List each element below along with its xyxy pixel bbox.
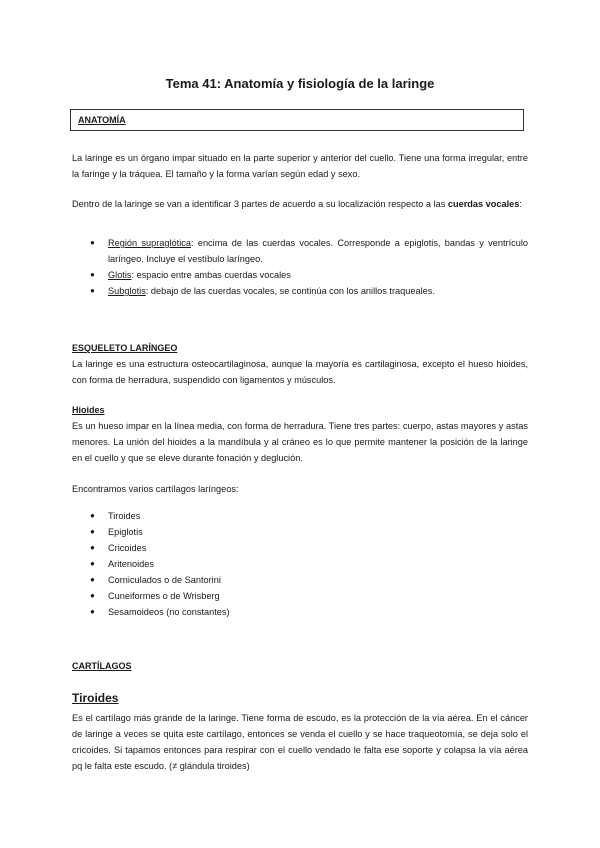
list-item <box>90 588 528 604</box>
term-description: : espacio entre ambas cuerdas vocales <box>131 270 291 280</box>
subheading-tiroides: Tiroides <box>72 691 119 705</box>
bullet-icon: ● <box>90 559 95 568</box>
bullet-icon: ● <box>90 575 95 584</box>
bullet-icon: ● <box>90 511 95 520</box>
term-description: : encima de las cuerdas vocales. Corresponde a epiglotis, bandas y ventrículo laríngeo. Incluye el vestíbulo laríngeo. <box>108 238 528 264</box>
tiroides-paragraph: Es el cartílago más grande de la laringe. Tiene forma de escudo, es la protección de la vía aérea. En el cáncer de laringe a veces se quita este cartílago, entonces se venda el cuello y se hace traqueotomía, se deja solo el cricoides. Si tapamos entonces para respirar con el cuello vendado le falta ese soporte y colapsa la vía aérea pq le falta este escudo. (≠ glándula tiroides) <box>72 713 528 771</box>
term: Glotis <box>108 270 132 280</box>
term-description: : debajo de las cuerdas vocales, se continúa con los anillos traqueales. <box>145 286 435 296</box>
hioides-paragraph: Es un hueso impar en la línea media, con forma de herradura. Tiene tres partes: cuerpo, astas mayores y astas menores. La unión del hioides a la mandíbula y al cráneo es lo que permite mantener la posición de la laringe en el cuello y que se eleve durante fonación y deglución. <box>72 421 528 463</box>
bullet-icon: ● <box>90 238 95 247</box>
list-item <box>90 604 528 620</box>
partes-list <box>90 235 528 299</box>
list-item-label: Tiroides <box>108 511 141 521</box>
list-item <box>90 524 528 540</box>
list-item-label: Cricoides <box>108 543 147 553</box>
bullet-icon: ● <box>90 270 95 279</box>
cartilagos-list <box>90 508 528 620</box>
list-item <box>90 540 528 556</box>
list-item-label: Sesamoideos (no constantes) <box>108 607 230 617</box>
cartilagos-intro: Encontramos varios cartílagos laríngeos: <box>72 484 239 494</box>
list-item <box>90 235 528 267</box>
list-item <box>90 267 528 283</box>
bullet-icon: ● <box>90 607 95 616</box>
bullet-icon: ● <box>90 286 95 295</box>
subheading-hioides: Hioides <box>72 405 105 415</box>
section-box-anatomia <box>70 109 524 131</box>
list-item-label: Epiglotis <box>108 527 143 537</box>
list-item <box>90 508 528 524</box>
partes-bold-term: cuerdas vocales <box>447 199 520 209</box>
bullet-icon: ● <box>90 543 95 552</box>
partes-text: Dentro de la laringe se van a identificar 3 partes de acuerdo a su localización respecto a las <box>72 199 448 209</box>
esqueleto-paragraph: La laringe es una estructura osteocartilaginosa, aunque la mayoría es cartilaginosa, excepto el hueso hioides, con forma de herradura, suspendido con ligamentos y músculos. <box>72 359 528 385</box>
list-item-label: Corniculados o de Santorini <box>108 575 221 585</box>
intro-paragraph: La laringe es un órgano impar situado en la parte superior y anterior del cuello. Tiene una forma irregular, entre la faringe y la tráquea. El tamaño y la forma varían según edad y sexo. <box>72 153 528 179</box>
list-item <box>90 572 528 588</box>
term: Región supraglótica <box>108 238 191 248</box>
bullet-icon: ● <box>90 591 95 600</box>
list-item <box>90 283 528 299</box>
section-heading-cartilagos: CARTÍLAGOS <box>72 661 132 671</box>
list-item-label: Aritenoides <box>108 559 154 569</box>
section-heading-anatomia: ANATOMÍA <box>78 115 126 125</box>
term: Subglotis <box>108 286 146 296</box>
section-heading-esqueleto: ESQUELETO LARÍNGEO <box>72 343 178 353</box>
list-item-label: Cuneiformes o de Wrisberg <box>108 591 220 601</box>
page-title: Tema 41: Anatomía y fisiología de la laringe <box>165 76 435 91</box>
bullet-icon: ● <box>90 527 95 536</box>
partes-colon: : <box>519 199 522 209</box>
partes-paragraph <box>72 196 528 212</box>
list-item <box>90 556 528 572</box>
